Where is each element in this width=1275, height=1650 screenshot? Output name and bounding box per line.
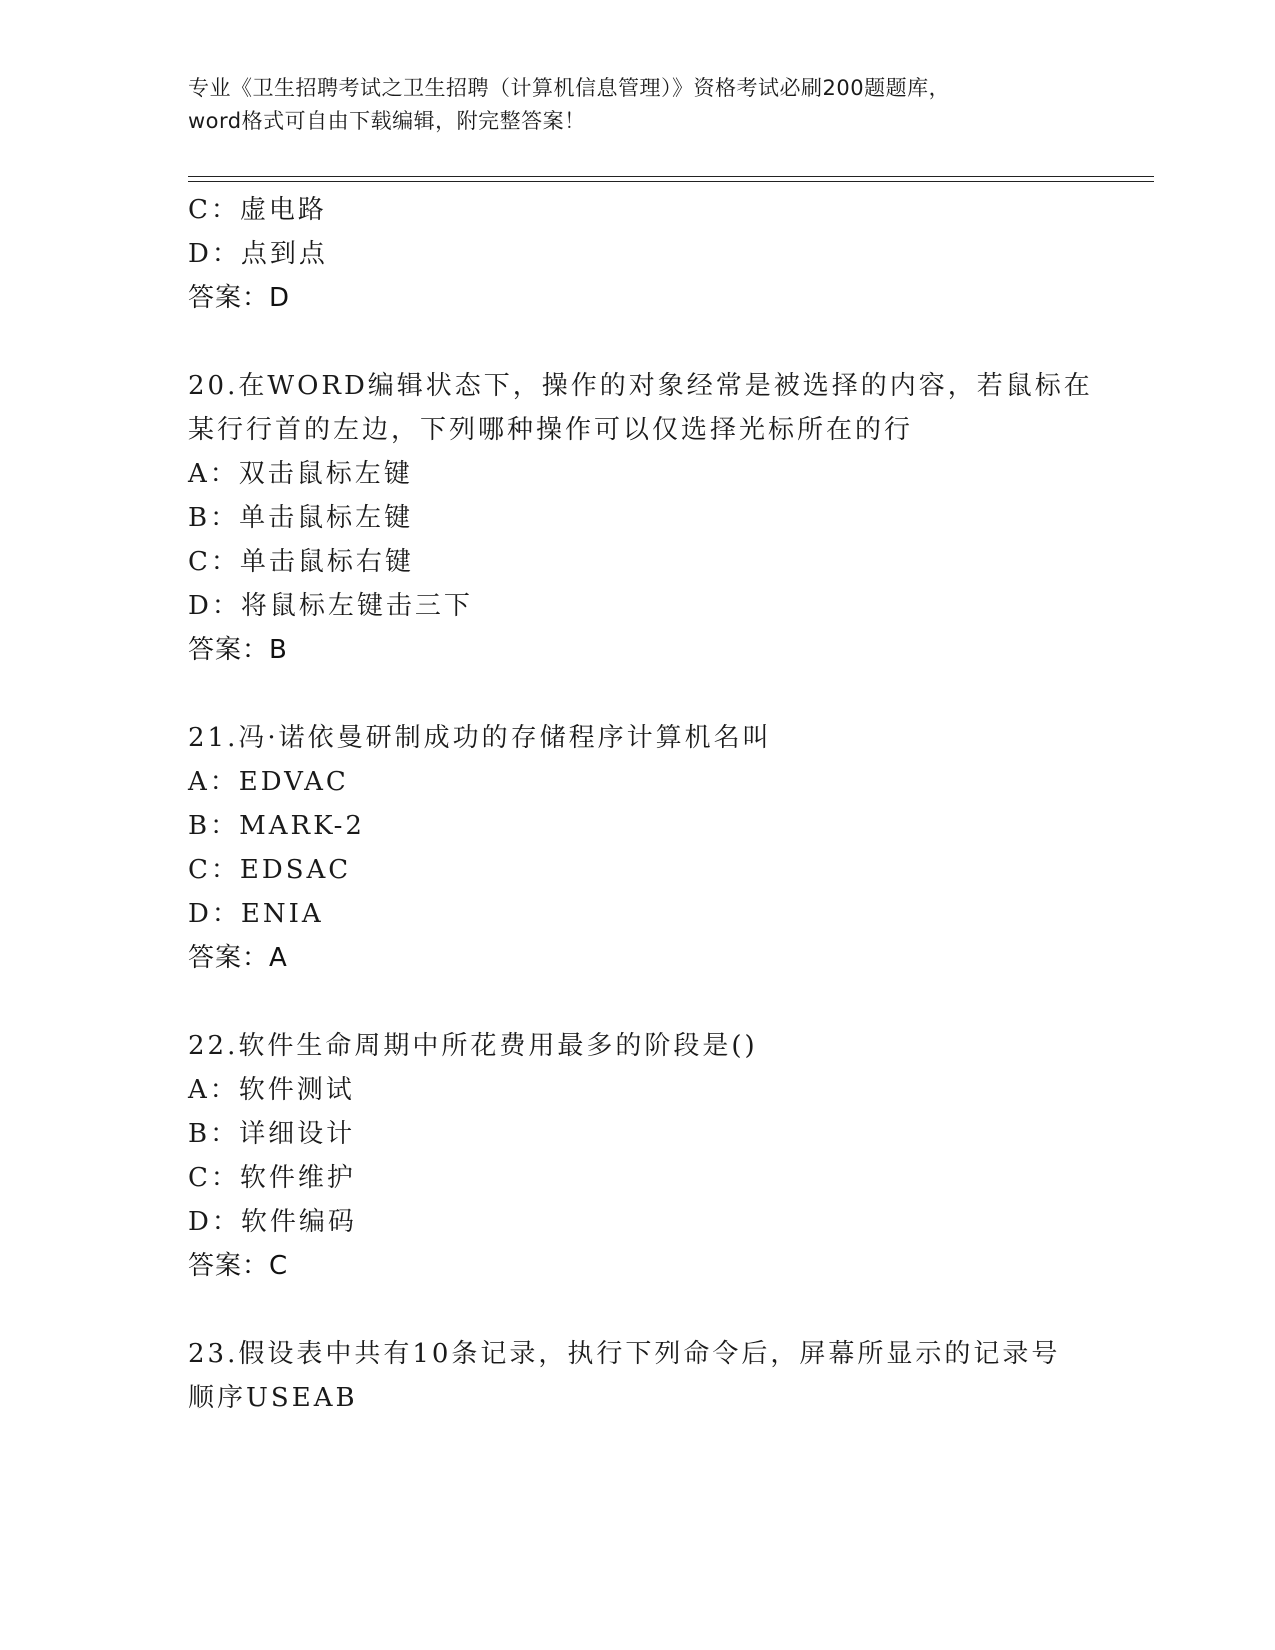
q22-option-b: B：详细设计 — [188, 1119, 356, 1149]
q20-answer: 答案：B — [188, 635, 288, 665]
q20-option-a: A：双击鼠标左键 — [188, 459, 413, 489]
header-line-2: word格式可自由下载编辑，附完整答案！ — [188, 109, 586, 133]
q21-option-c: C：EDSAC — [188, 855, 352, 885]
q22-option-a: A：软件测试 — [188, 1075, 355, 1105]
q20-option-b: B：单击鼠标左键 — [188, 503, 414, 533]
q20-option-c: C：单击鼠标右键 — [188, 547, 414, 577]
q20-stem-line-1: 20.在WORD编辑状态下，操作的对象经常是被选择的内容，若鼠标在 — [188, 371, 1093, 401]
header-line-1: 专业《卫生招聘考试之卫生招聘（计算机信息管理）》资格考试必刷200题题库， — [188, 76, 951, 100]
q22-answer: 答案：C — [188, 1251, 289, 1281]
q21-option-d: D：ENIA — [188, 899, 324, 929]
prev-answer: 答案：D — [188, 283, 291, 313]
q22-stem: 22.软件生命周期中所花费用最多的阶段是() — [188, 1031, 758, 1061]
q21-stem: 21.冯·诺依曼研制成功的存储程序计算机名叫 — [188, 723, 772, 753]
q20-stem-line-2: 某行行首的左边，下列哪种操作可以仅选择光标所在的行 — [188, 415, 914, 445]
header-divider-top — [188, 176, 1154, 177]
q23-stem-line-1: 23.假设表中共有10条记录，执行下列命令后，屏幕所显示的记录号 — [188, 1339, 1061, 1369]
q21-answer: 答案：A — [188, 943, 288, 973]
q23-stem-line-2: 顺序USEAB — [188, 1383, 358, 1413]
q20-option-d: D：将鼠标左键击三下 — [188, 591, 473, 621]
prev-option-c: C：虚电路 — [188, 195, 327, 225]
q22-option-d: D：软件编码 — [188, 1207, 357, 1237]
header-divider-bottom — [188, 181, 1154, 182]
q21-option-b: B：MARK-2 — [188, 811, 365, 841]
document-header — [188, 72, 1088, 138]
prev-option-d: D：点到点 — [188, 239, 328, 269]
q21-option-a: A：EDVAC — [188, 767, 349, 797]
q22-option-c: C：软件维护 — [188, 1163, 356, 1193]
